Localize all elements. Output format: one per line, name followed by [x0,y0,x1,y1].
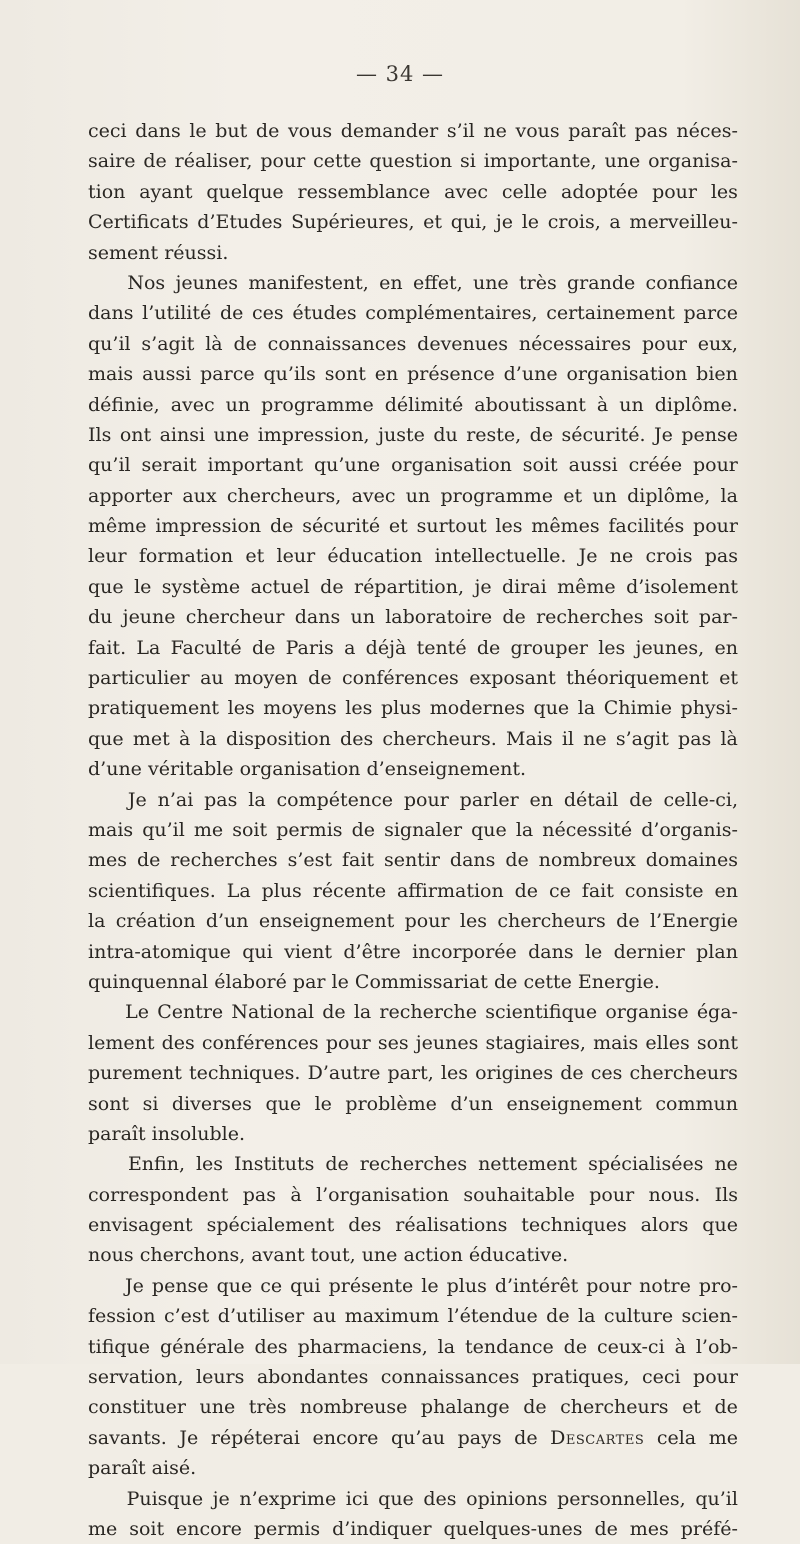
text-line: ceci dans le but de vous demander s’il ne vous paraît pas néces- [88,120,738,142]
text-line: qu’il serait important qu’une organisation soit aussi créée pour [88,454,738,477]
text-line: paraît insoluble. [88,1122,246,1145]
text-line: purement techniques. D’autre part, les origines de ces chercheurs [88,1062,738,1085]
text-line: envisagent spécialement des réalisations techniques alors que [88,1214,738,1237]
text-line: mais qu’il me soit permis de signaler que la nécessité d’organis- [88,818,738,841]
text-line: Je pense que ce qui présente le plus d’intérêt pour notre pro- [125,1274,738,1297]
text-line: Ils ont ainsi une impression, juste du reste, de sécurité. Je pense [88,423,738,446]
text-line: lement des conférences pour ses jeunes stagiaires, mais elles sont [88,1031,738,1054]
text-line: correspondent pas à l’organisation souhaitable pour nous. Ils [88,1183,738,1206]
text-line: Enfin, les Instituts de recherches nettement spécialisées ne [127,1153,738,1176]
text-line: même impression de sécurité et surtout les mêmes facilités pour [88,515,738,538]
text-line: leur formation et leur éducation intellectuelle. Je ne crois pas [88,545,738,568]
text-line: la création d’un enseignement pour les chercheurs de l’Energie [88,910,738,933]
text-line: nous cherchons, avant tout, une action éducative. [88,1244,569,1267]
text-line: qu’il s’agit là de connaissances devenues nécessaires pour eux, [88,332,738,355]
text-line: tion ayant quelque ressemblance avec celle adoptée pour les [88,180,738,203]
text-line: sont si diverses que le problème d’un enseignement commun [88,1092,738,1115]
text-line: paraît aisé. [88,1457,197,1480]
text-line: du jeune chercheur dans un laboratoire de recherches soit par- [88,606,738,629]
text-line: tifique générale des pharmaciens, la tendance de ceux-ci à l’ob- [88,1335,738,1358]
text-line: Le Centre National de la recherche scientifique organise éga- [125,1001,738,1024]
text-line: définie, avec un programme délimité aboutissant à un diplôme. [88,393,738,416]
text-line: apporter aux chercheurs, avec un programme et un diplôme, la [88,484,738,507]
text-line: me soit encore permis d’indiquer quelques-unes de mes préfé- [88,1517,738,1540]
text-line: servation, leurs abondantes connaissances pratiques, ceci pour [88,1366,738,1389]
text-line: pratiquement les moyens les plus modernes que la Chimie physi- [88,697,738,720]
text-line: d’une véritable organisation d’enseignement. [88,758,527,781]
body-text [88,116,738,1544]
text-line: constituer une très nombreuse phalange de chercheurs et de [88,1396,738,1419]
text-line: mes de recherches s’est fait sentir dans de nombreux domaines [88,849,738,872]
text-line: quinquennal élaboré par le Commissariat de cette Energie. [88,970,660,993]
text-line: fession c’est d’utiliser au maximum l’étendue de la culture scien- [88,1305,738,1328]
text-line: dans l’utilité de ces études complémentaires, certainement parce [88,302,738,325]
text-line: Nos jeunes manifestent, en effet, une très grande confiance [127,271,738,294]
text-line: mais aussi parce qu’ils sont en présence d’une organisation bien [88,363,738,386]
text-line: scientifiques. La plus récente affirmation de ce fait consiste en [88,879,738,902]
page-number: — 34 — [355,62,445,86]
text-line: que le système actuel de répartition, je dirai même d’isolement [88,575,738,598]
text-line: intra-atomique qui vient d’être incorporée dans le dernier plan [88,940,738,963]
text-line: Puisque je n’exprime ici que des opinions personnelles, qu’il [126,1487,738,1510]
text-line: fait. La Faculté de Paris a déjà tenté de grouper les jeunes, en [88,636,738,659]
text-line: sement réussi. [88,241,229,264]
text-line: Je n’ai pas la compétence pour parler en détail de celle-ci, [127,788,738,811]
text-line: saire de réaliser, pour cette question si importante, une organisa- [88,150,738,173]
text-line: que met à la disposition des chercheurs. Mais il ne s’agit pas là [88,727,738,750]
text-line: Certificats d’Etudes Supérieures, et qui, je le crois, a merveilleu- [88,211,738,234]
text-line: savants. Je répéterai encore qu’au pays de Descartes cela me [88,1426,738,1449]
text-line: particulier au moyen de conférences exposant théoriquement et [88,667,738,690]
